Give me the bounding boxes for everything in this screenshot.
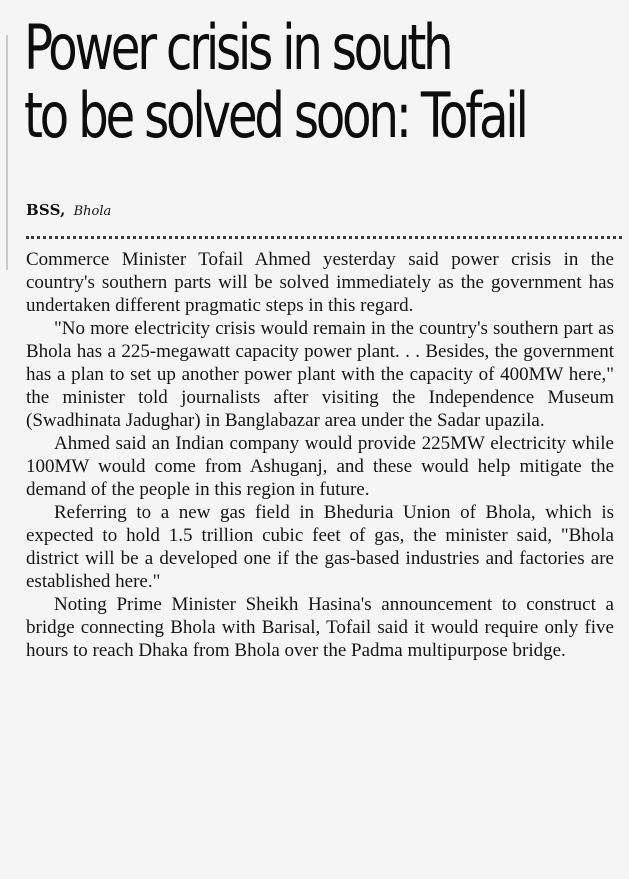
- byline-location: Bhola: [73, 204, 112, 219]
- paragraph-1: Commerce Minister Tofail Ahmed yesterday said power crisis in the country's southern parts will be solved immediately as the government has undertaken different pragmatic steps in this regard.: [26, 249, 614, 316]
- headline: [24, 11, 526, 152]
- paragraph-3: Ahmed said an Indian company would provide 225MW electricity while 100MW would come from Ashuganj, and these would help mitigate the demand of the people in this region in future.: [26, 433, 614, 500]
- headline-line-1: Power crisis in south: [24, 11, 451, 84]
- column-rule: [6, 35, 8, 270]
- article-body: [26, 248, 614, 662]
- headline-line-2: to be solved soon: Tofail: [24, 79, 526, 152]
- byline: [26, 200, 111, 219]
- paragraph-5: Noting Prime Minister Sheikh Hasina's announcement to construct a bridge connecting Bhola with Barisal, Tofail said it would require only five hours to reach Dhaka from Bhola over the Padma multipurpose bridge.: [26, 594, 614, 661]
- dotted-divider: [26, 236, 622, 239]
- byline-agency: BSS,: [26, 201, 66, 219]
- paragraph-2: "No more electricity crisis would remain in the country's southern part as Bhola has a 225-megawatt capacity power plant. . . Besides, the government has a plan to set up another power plant with the capacity of 400MW here," the minister told journalists after visiting the Independence Museum (Swadhinata Jadughar) in Banglabazar area under the Sadar upazila.: [26, 318, 614, 431]
- paragraph-4: Referring to a new gas field in Bheduria Union of Bhola, which is expected to hold 1.5 trillion cubic feet of gas, the minister said, "Bhola district will be a developed one if the gas-based industries and factories are established here.": [26, 502, 614, 592]
